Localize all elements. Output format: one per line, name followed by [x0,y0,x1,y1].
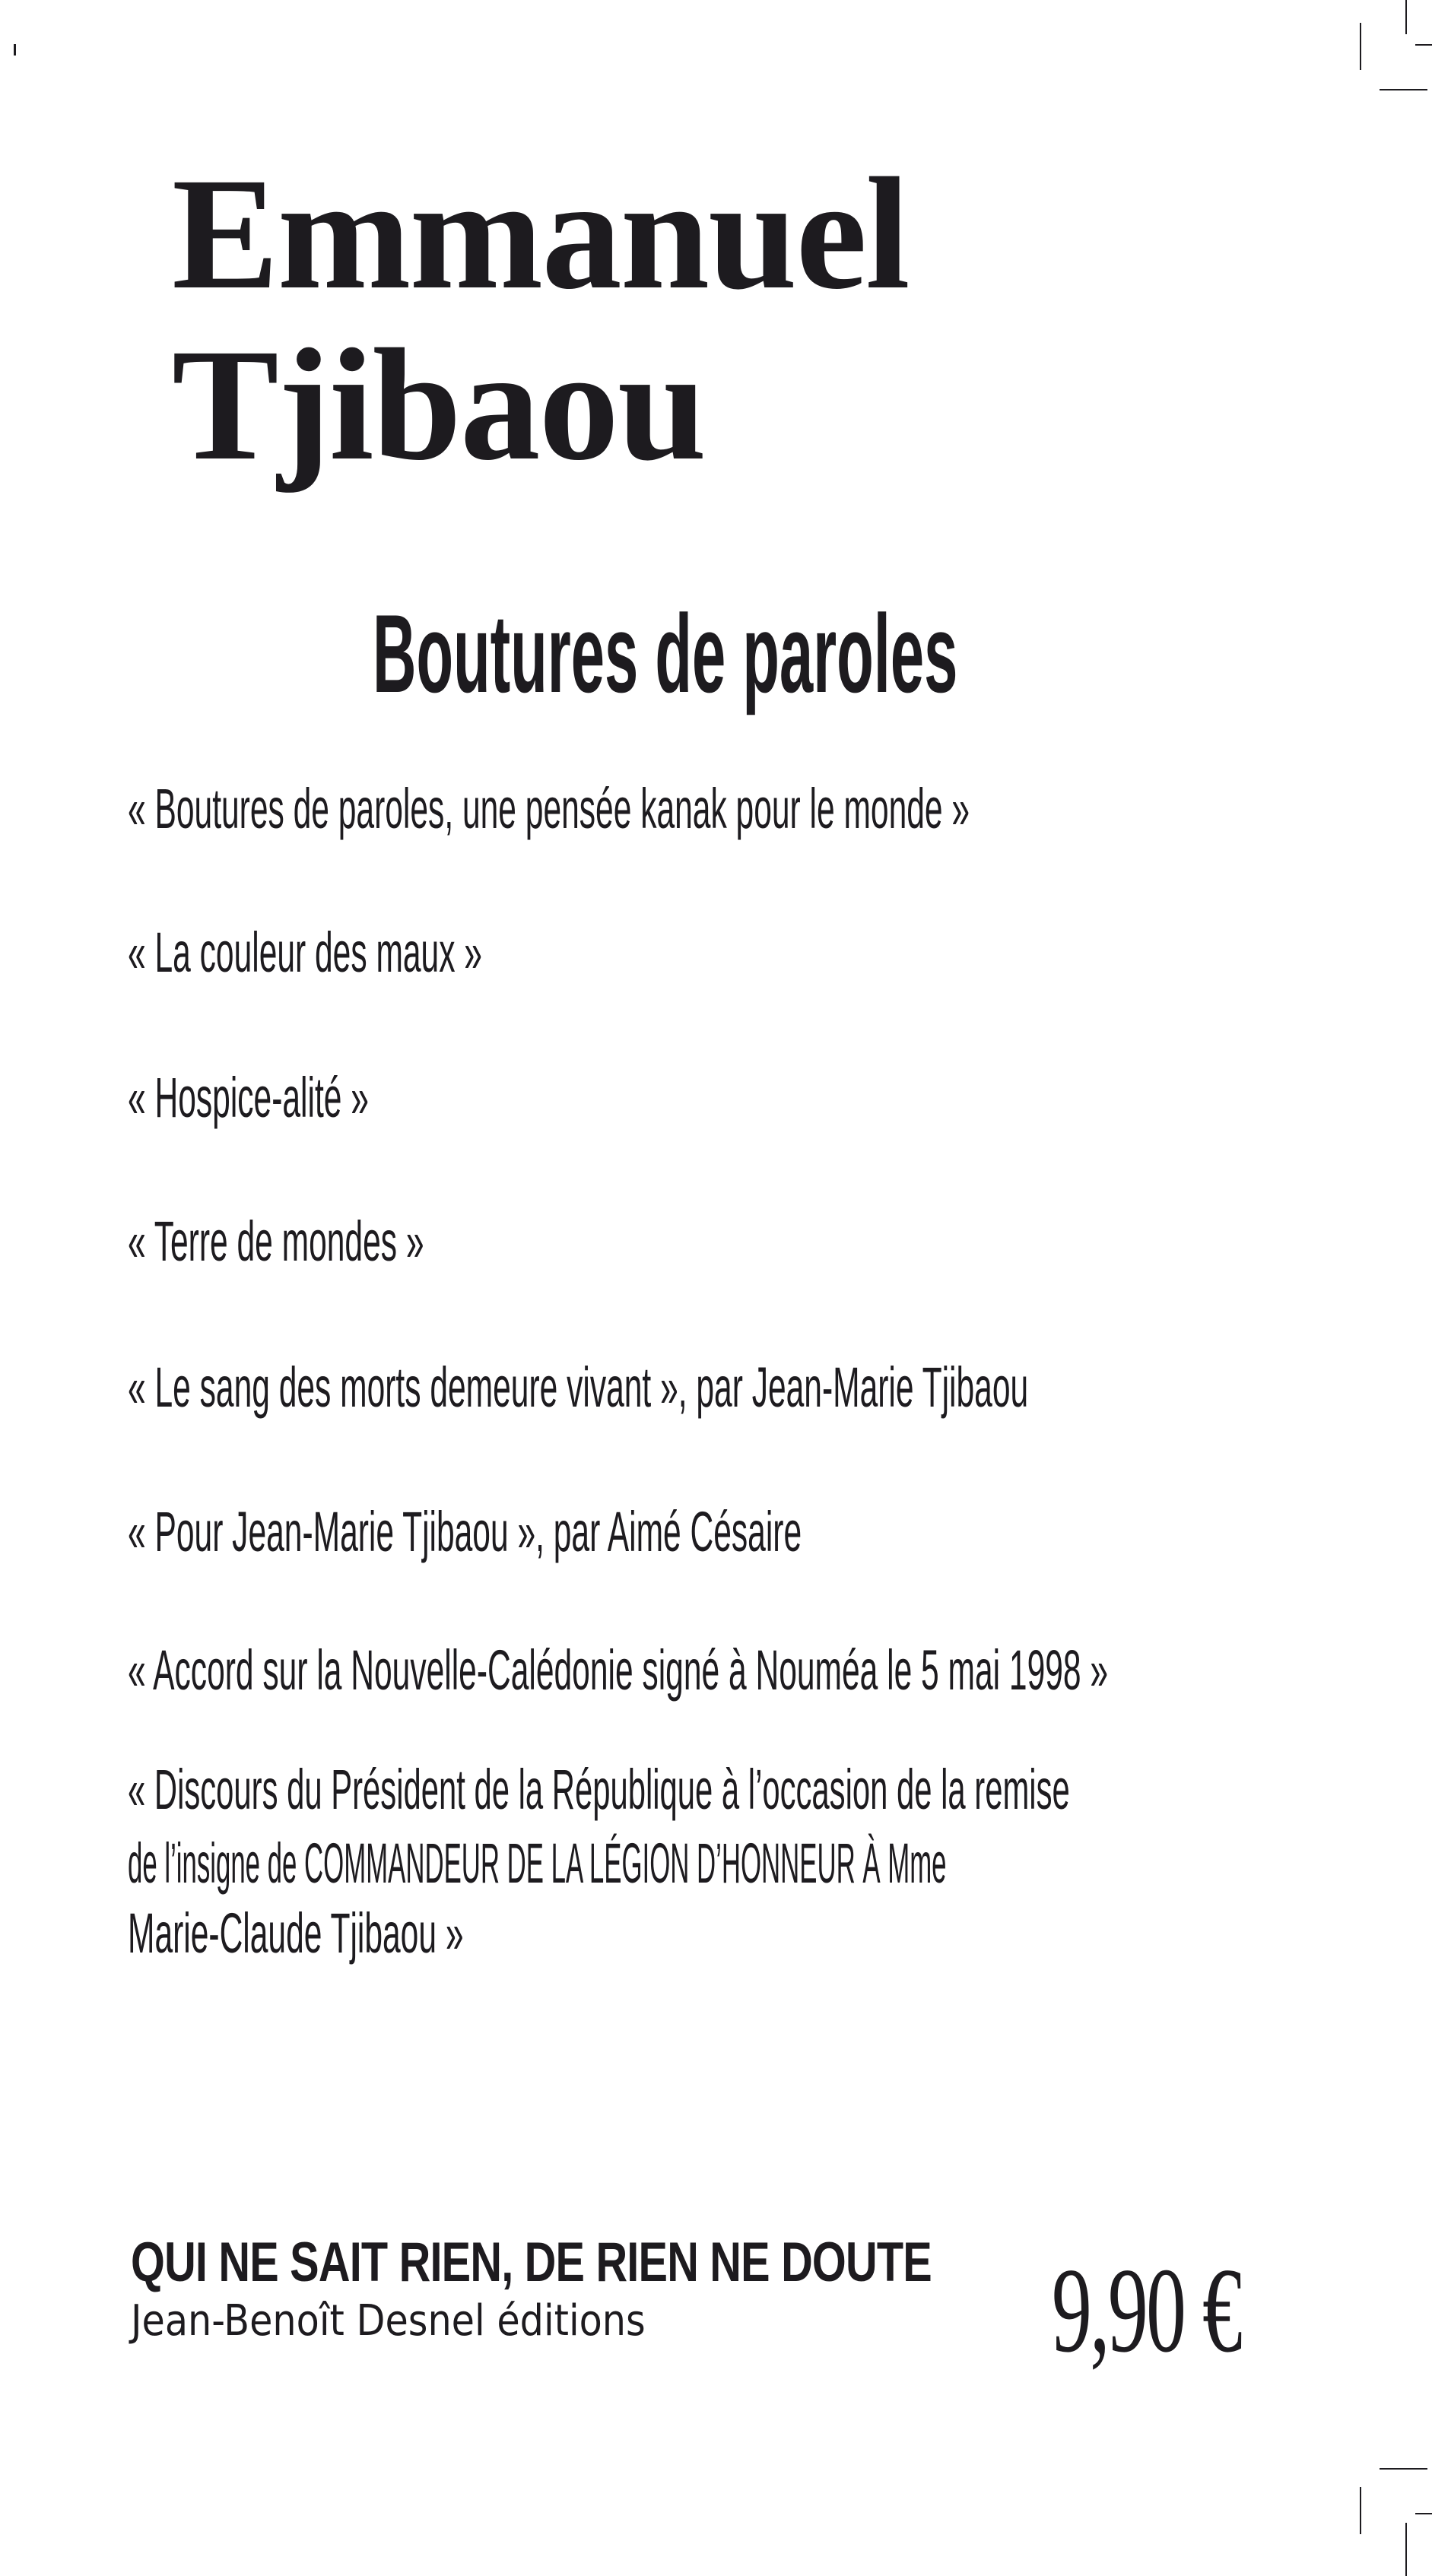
crop-mark-top-right-vertical-outer [1405,0,1407,34]
crop-mark-top-right-vertical-inner [1360,23,1361,70]
author-last-name: Tjibaou [172,316,706,493]
author-first-name: Emmanuel [172,144,909,322]
contents-item-8-line-1: « Discours du Président de la République à l’occasion de la remise [128,1758,1070,1821]
contents-item-7: « Accord sur la Nouvelle-Calédonie signé à Nouméa le 5 mai 1998 » [128,1639,1109,1702]
crop-mark-top-left [14,44,16,56]
contents-item-8-line-2: de l’insigne de COMMANDEUR DE LA LÉGION D’HONNEUR À Mme [128,1832,947,1895]
crop-mark-bottom-right-horizontal-long [1380,2468,1427,2470]
contents-item-6: « Pour Jean-Marie Tjibaou », par Aimé Césaire [128,1500,802,1563]
price: 9,90 € [1052,2242,1241,2378]
contents-item-4: « Terre de mondes » [128,1210,424,1273]
contents-item-3: « Hospice-alité » [128,1066,369,1129]
crop-mark-top-right-horizontal-short [1415,44,1432,46]
crop-mark-bottom-right-vertical-outer [1405,2523,1407,2576]
contents-item-1: « Boutures de paroles, une pensée kanak pour le monde » [128,777,970,840]
publisher-name: Jean-Benoît Desnel éditions [131,2296,646,2346]
contents-item-8-line-3: Marie-Claude Tjibaou » [128,1902,464,1965]
crop-mark-bottom-right-vertical-inner [1360,2487,1361,2534]
contents-item-2: « La couleur des maux » [128,921,482,984]
contents-item-5: « Le sang des morts demeure vivant », par Jean-Marie Tjibaou [128,1356,1029,1419]
collection-slogan: QUI NE SAIT RIEN, DE RIEN NE DOUTE [131,2232,932,2293]
crop-mark-top-right-horizontal-long [1380,89,1427,90]
crop-mark-bottom-right-horizontal-short [1415,2513,1432,2514]
book-title: Boutures de paroles [373,592,958,715]
